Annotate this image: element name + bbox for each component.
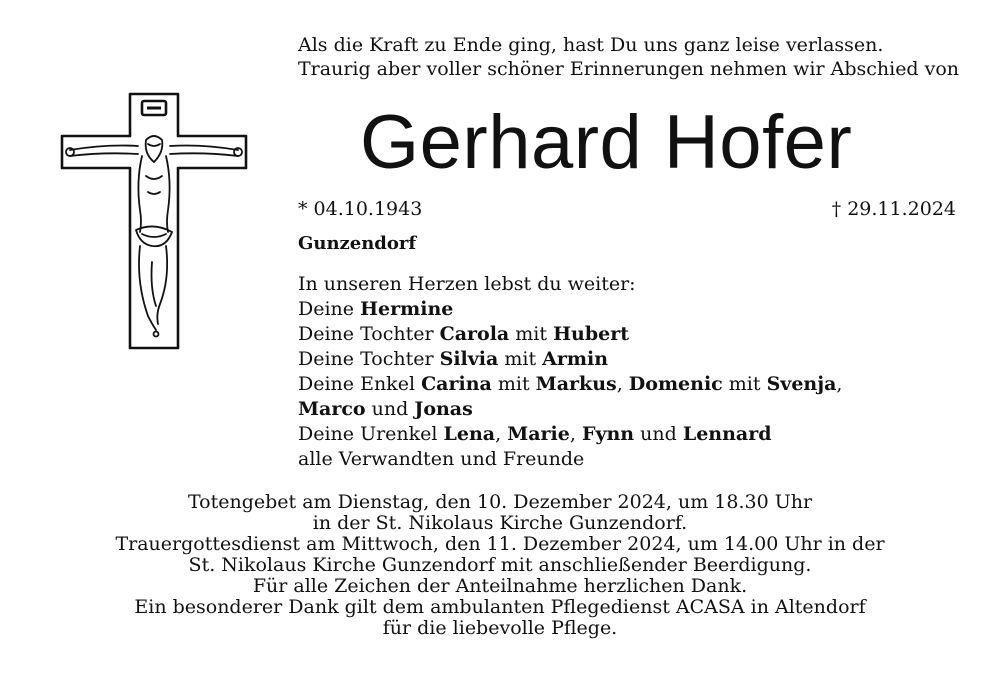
footer-line: Ein besonderer Dank gilt dem ambulanten Pflegedienst ACASA in Altendorf bbox=[134, 596, 866, 618]
footer-line: St. Nikolaus Kirche Gunzendorf mit anschließender Beerdigung. bbox=[188, 554, 812, 576]
mourner-line: Deine Tochter Carola mit Hubert bbox=[298, 323, 629, 345]
mourner-line: Deine Enkel Carina mit Markus, Domenic mit Svenja, bbox=[298, 373, 843, 395]
mourner-line: Deine Hermine bbox=[298, 298, 454, 320]
birth-date: * 04.10.1943 bbox=[298, 198, 423, 220]
hometown: Gunzendorf bbox=[298, 233, 417, 254]
mourner-line: Deine Tochter Silvia mit Armin bbox=[298, 348, 609, 370]
service-information bbox=[0, 492, 1000, 639]
intro-text bbox=[298, 33, 978, 81]
mourner-line: Marco und Jonas bbox=[298, 398, 473, 420]
footer-line: Totengebet am Dienstag, den 10. Dezember 2024, um 18.30 Uhr bbox=[187, 491, 813, 513]
mourners-list bbox=[298, 272, 842, 472]
deceased-name: Gerhard Hofer bbox=[360, 100, 853, 185]
footer-line: in der St. Nikolaus Kirche Gunzendorf. bbox=[312, 512, 688, 534]
intro-line: Traurig aber voller schöner Erinnerungen nehmen wir Abschied von bbox=[298, 58, 960, 80]
mourners-heading: In unseren Herzen lebst du weiter: bbox=[298, 273, 636, 295]
footer-line: Trauergottesdienst am Mittwoch, den 11. Dezember 2024, um 14.00 Uhr in der bbox=[115, 533, 885, 555]
crucifix-icon bbox=[56, 92, 256, 352]
footer-line: für die liebevolle Pflege. bbox=[382, 617, 618, 639]
mourners-closing: alle Verwandten und Freunde bbox=[298, 448, 585, 470]
intro-line: Als die Kraft zu Ende ging, hast Du uns ganz leise verlassen. bbox=[298, 34, 884, 56]
death-date: † 29.11.2024 bbox=[831, 198, 956, 220]
mourner-line: Deine Urenkel Lena, Marie, Fynn und Lennard bbox=[298, 423, 772, 445]
footer-line: Für alle Zeichen der Anteilnahme herzlichen Dank. bbox=[252, 575, 748, 597]
